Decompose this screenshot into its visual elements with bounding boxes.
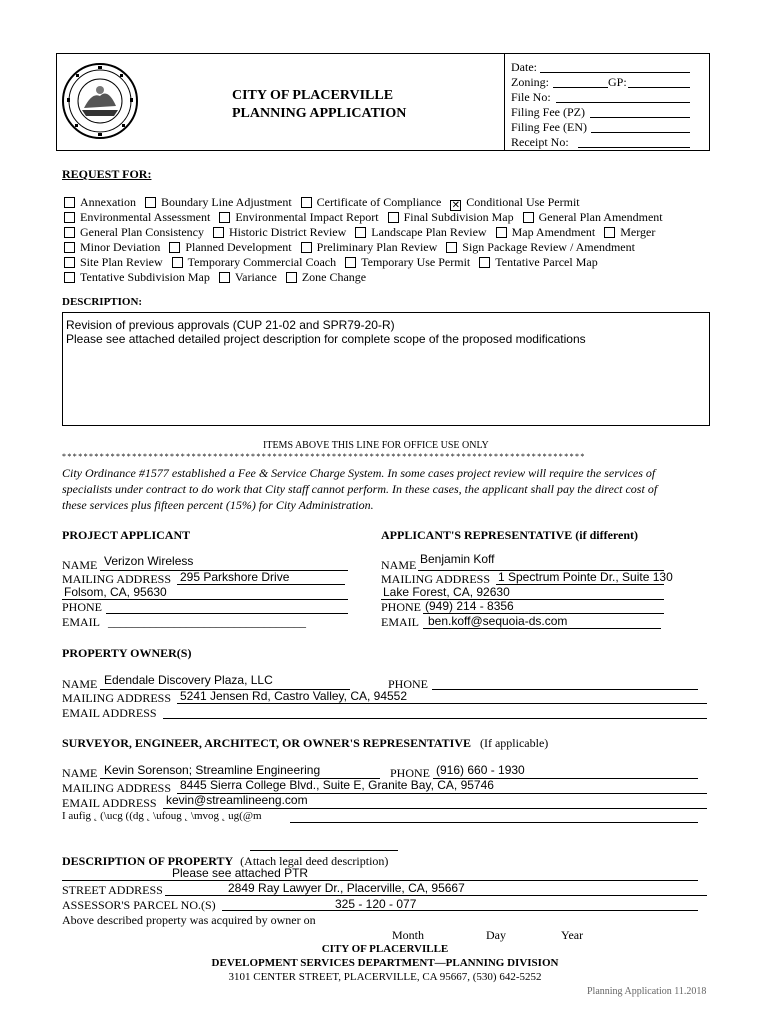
checked-checkbox-icon[interactable]: ✕ <box>451 200 460 211</box>
request-option[interactable] <box>145 195 292 209</box>
office-gp-label: GP: <box>608 75 627 89</box>
surveyor-mail-label: MAILING ADDRESS <box>62 781 172 795</box>
surveyor-email: kevin@streamlineeng.com <box>166 793 308 807</box>
request-option[interactable] <box>355 225 486 239</box>
request-option[interactable] <box>523 210 663 224</box>
request-option[interactable] <box>64 255 163 269</box>
request-option-label: Preliminary Plan Review <box>316 240 438 254</box>
request-option-label: Site Plan Review <box>80 255 163 269</box>
owner-name-label: NAME <box>62 677 98 691</box>
checkbox-icon[interactable] <box>388 212 399 223</box>
request-option-label: General Plan Amendment <box>538 210 663 224</box>
rep-mail-2: Lake Forest, CA, 92630 <box>383 585 510 599</box>
checkbox-icon[interactable] <box>64 197 75 208</box>
request-option-label: Temporary Commercial Coach <box>187 255 337 269</box>
header-city-name: CITY OF PLACERVILLE <box>232 88 394 103</box>
ordinance-line-3: these services plus fifteen percent (15%) for City Administration. <box>62 498 374 512</box>
footer-version: Planning Application 11.2018 <box>587 986 707 997</box>
request-option[interactable] <box>450 195 579 209</box>
owner-name: Edendale Discovery Plaza, LLC <box>104 673 273 687</box>
rep-email-field[interactable] <box>423 628 661 629</box>
rep-email-label: EMAIL <box>381 615 419 629</box>
checkbox-icon[interactable] <box>604 227 615 238</box>
acquired-label: Above described property was acquired by owner on <box>62 913 316 927</box>
applicant-phone-label: PHONE <box>62 600 103 614</box>
checkbox-icon[interactable] <box>219 272 230 283</box>
checkbox-icon[interactable] <box>496 227 507 238</box>
request-option-label: Conditional Use Permit <box>466 195 580 209</box>
request-row <box>64 195 589 211</box>
checkbox-icon[interactable] <box>301 197 312 208</box>
rep-name: Benjamin Koff <box>420 552 495 566</box>
request-option[interactable] <box>213 225 346 239</box>
apn: 325 - 120 - 077 <box>335 897 417 911</box>
request-option[interactable] <box>496 225 596 239</box>
applicant-heading: PROJECT APPLICANT <box>62 528 191 542</box>
rep-email: ben.koff@sequoia-ds.com <box>428 614 568 628</box>
checkbox-icon[interactable] <box>64 227 75 238</box>
applicant-name: Verizon Wireless <box>104 554 194 568</box>
apn-field[interactable] <box>222 910 698 911</box>
applicant-mail-1: 295 Parkshore Drive <box>180 570 290 584</box>
request-option[interactable] <box>172 255 336 269</box>
request-row <box>64 270 375 285</box>
owner-mail: 5241 Jensen Rd, Castro Valley, CA, 94552 <box>180 689 408 703</box>
property-heading: DESCRIPTION OF PROPERTY <box>62 854 234 868</box>
applicant-mail-2: Folsom, CA, 95630 <box>64 585 167 599</box>
applicant-email-field[interactable]: _________________________________ <box>108 615 306 629</box>
property-separator <box>250 850 398 851</box>
request-option[interactable] <box>219 270 277 284</box>
checkbox-icon[interactable] <box>64 242 75 253</box>
apn-label: ASSESSOR'S PARCEL NO.(S) <box>62 898 216 912</box>
office-zoning-label: Zoning: <box>511 75 549 89</box>
request-option-label: Merger <box>620 225 656 239</box>
checkbox-icon[interactable] <box>213 227 224 238</box>
office-fee-pz-field[interactable] <box>590 117 690 118</box>
request-option[interactable] <box>446 240 635 254</box>
applicant-name-label: NAME <box>62 558 98 572</box>
owner-mail-field[interactable] <box>177 703 707 704</box>
request-option[interactable] <box>64 270 210 284</box>
rep-phone-label: PHONE <box>381 600 422 614</box>
request-option-label: Sign Package Review / Amendment <box>462 240 635 254</box>
request-option-label: Environmental Impact Report <box>235 210 379 224</box>
checkbox-icon[interactable] <box>301 242 312 253</box>
checkbox-icon[interactable] <box>286 272 297 283</box>
footer-department: DEVELOPMENT SERVICES DEPARTMENT—PLANNING DIVISION <box>211 957 559 969</box>
request-option[interactable] <box>64 210 210 224</box>
checkbox-icon[interactable] <box>479 257 490 268</box>
checkbox-icon[interactable] <box>523 212 534 223</box>
checkbox-icon[interactable] <box>355 227 366 238</box>
owner-mail-label: MAILING ADDRESS <box>62 691 172 705</box>
request-option-label: General Plan Consistency <box>80 225 204 239</box>
checkbox-icon[interactable] <box>172 257 183 268</box>
request-option[interactable] <box>388 210 514 224</box>
request-option[interactable] <box>301 240 438 254</box>
office-date-field[interactable] <box>540 72 690 73</box>
request-option-label: Tentative Subdivision Map <box>80 270 210 284</box>
surveyor-extra-field[interactable] <box>290 822 698 823</box>
request-option-label: Variance <box>234 270 277 284</box>
request-option[interactable] <box>169 240 291 254</box>
description-line-2: Please see attached detailed project description for complete scope of the proposed modifications <box>66 332 586 346</box>
property-heading-note: (Attach legal deed description) <box>240 854 389 868</box>
request-option-label: Certificate of Compliance <box>316 195 442 209</box>
star-separator: * * * * * * * * * * * * * * * * * * * * * * * * * * * * * * * * * * * * * * * * * * * * * * * * * * * * * * * * * * * * * * * * * * * * * * * * * * * * * * * * * * * * * * * * * * * * * * * * * <box>62 452 585 461</box>
owner-heading: PROPERTY OWNER(S) <box>62 646 192 660</box>
request-option[interactable] <box>64 195 136 209</box>
request-option-label: Planned Development <box>185 240 292 254</box>
request-option[interactable] <box>64 240 160 254</box>
header-title: PLANNING APPLICATION <box>232 106 407 121</box>
acquired-year: Year <box>561 928 584 942</box>
office-file-field[interactable] <box>556 102 690 103</box>
rep-phone: (949) 214 - 8356 <box>425 599 514 613</box>
request-row <box>64 210 672 225</box>
request-option[interactable] <box>219 210 378 224</box>
surveyor-name-label: NAME <box>62 766 98 780</box>
footer-city: CITY OF PLACERVILLE <box>321 943 449 955</box>
office-zoning-field[interactable] <box>553 87 608 88</box>
street-label: STREET ADDRESS <box>62 883 163 897</box>
surveyor-email-label: EMAIL ADDRESS <box>62 796 157 810</box>
checkbox-icon[interactable] <box>64 272 75 283</box>
request-option[interactable] <box>479 255 597 269</box>
city-seal-icon <box>60 58 140 144</box>
office-fee-en-label: Filing Fee (EN) <box>511 120 587 134</box>
request-option-label: Environmental Assessment <box>80 210 211 224</box>
applicant-mail-label: MAILING ADDRESS <box>62 572 172 586</box>
request-heading: REQUEST FOR: <box>62 167 152 181</box>
office-receipt-field[interactable] <box>578 147 690 148</box>
ordinance-line-2: specialists under contract to do work that City staff cannot perform. In these cases, the applicant shall pay the direct cost of <box>62 482 658 496</box>
office-use-line: ITEMS ABOVE THIS LINE FOR OFFICE USE ONLY <box>263 440 489 451</box>
checkbox-icon[interactable] <box>446 242 457 253</box>
request-option[interactable] <box>286 270 366 284</box>
representative-heading: APPLICANT'S REPRESENTATIVE (if different) <box>381 528 639 542</box>
request-option[interactable] <box>604 225 655 239</box>
checkbox-icon[interactable] <box>64 257 75 268</box>
surveyor-phone: (916) 660 - 1930 <box>436 763 525 777</box>
request-option-label: Temporary Use Permit <box>361 255 471 269</box>
rep-mail-field-1[interactable] <box>496 584 664 585</box>
checkbox-icon[interactable] <box>169 242 180 253</box>
street-field[interactable] <box>165 895 707 896</box>
office-date-label: Date: <box>511 60 537 74</box>
footer-address: 3101 CENTER STREET, PLACERVILLE, CA 95667, (530) 642-5252 <box>228 971 542 983</box>
request-option-label: Boundary Line Adjustment <box>161 195 292 209</box>
office-fee-en-field[interactable] <box>591 132 690 133</box>
property-description: Please see attached PTR <box>172 866 309 880</box>
rep-name-label: NAME <box>381 558 417 572</box>
request-option-label: Landscape Plan Review <box>371 225 487 239</box>
checkbox-icon[interactable] <box>219 212 230 223</box>
request-option-label: Annexation <box>80 195 136 209</box>
request-option-label: Zone Change <box>301 270 367 284</box>
description-line-1: Revision of previous approvals (CUP 21-02 and SPR79-20-R) <box>66 318 395 332</box>
surveyor-phone-label: PHONE <box>390 766 431 780</box>
applicant-mail-field-2[interactable] <box>62 599 348 600</box>
request-row <box>64 240 644 255</box>
surveyor-mail: 8445 Sierra College Blvd., Suite E, Granite Bay, CA, 95746 <box>180 778 494 792</box>
description-heading: DESCRIPTION: <box>62 296 143 308</box>
rep-mail-field-2[interactable] <box>381 599 664 600</box>
surveyor-email-field[interactable] <box>163 808 707 809</box>
request-row <box>64 255 607 270</box>
request-row <box>64 225 664 240</box>
surveyor-heading-note: (If applicable) <box>479 736 549 750</box>
applicant-mail-field-1[interactable] <box>177 584 345 585</box>
office-file-label: File No: <box>511 90 551 104</box>
surveyor-heading-row <box>62 736 548 751</box>
surveyor-garbled-line: I aufig ˛ (\ucg ((dg ˛ \ufoug ˛ \mvog ˛ ug(@m <box>62 810 262 822</box>
acquired-day: Day <box>486 928 506 942</box>
checkbox-icon[interactable] <box>64 212 75 223</box>
rep-mail-label: MAILING ADDRESS <box>381 572 491 586</box>
ordinance-line-1: City Ordinance #1577 established a Fee & Service Charge System. In some cases project review will require the services of <box>62 466 656 480</box>
owner-email-field[interactable] <box>163 718 707 719</box>
rep-mail-1: 1 Spectrum Pointe Dr., Suite 130 <box>498 570 673 584</box>
owner-phone-label: PHONE <box>388 677 429 691</box>
header-divider <box>504 53 505 151</box>
surveyor-name: Kevin Sorenson; Streamline Engineering <box>104 763 321 777</box>
street-address: 2849 Ray Lawyer Dr., Placerville, CA, 95667 <box>228 881 465 895</box>
request-option-label: Final Subdivision Map <box>403 210 514 224</box>
owner-email-label: EMAIL ADDRESS <box>62 706 157 720</box>
request-option-label: Minor Deviation <box>80 240 161 254</box>
request-option[interactable] <box>301 195 442 209</box>
office-fee-pz-label: Filing Fee (PZ) <box>511 105 585 119</box>
acquired-month: Month <box>392 928 425 942</box>
request-option[interactable] <box>64 225 204 239</box>
applicant-phone-field[interactable] <box>106 613 348 614</box>
surveyor-heading: SURVEYOR, ENGINEER, ARCHITECT, OR OWNER'S REPRESENTATIVE <box>62 736 471 750</box>
checkbox-icon[interactable] <box>345 257 356 268</box>
request-option-label: Historic District Review <box>228 225 347 239</box>
request-option-label: Map Amendment <box>511 225 596 239</box>
checkbox-icon[interactable] <box>145 197 156 208</box>
request-option-label: Tentative Parcel Map <box>495 255 598 269</box>
request-option[interactable] <box>345 255 470 269</box>
office-receipt-label: Receipt No: <box>511 135 569 149</box>
owner-phone-field[interactable] <box>432 689 698 690</box>
applicant-email-label: EMAIL <box>62 615 100 629</box>
office-gp-field[interactable] <box>628 87 690 88</box>
